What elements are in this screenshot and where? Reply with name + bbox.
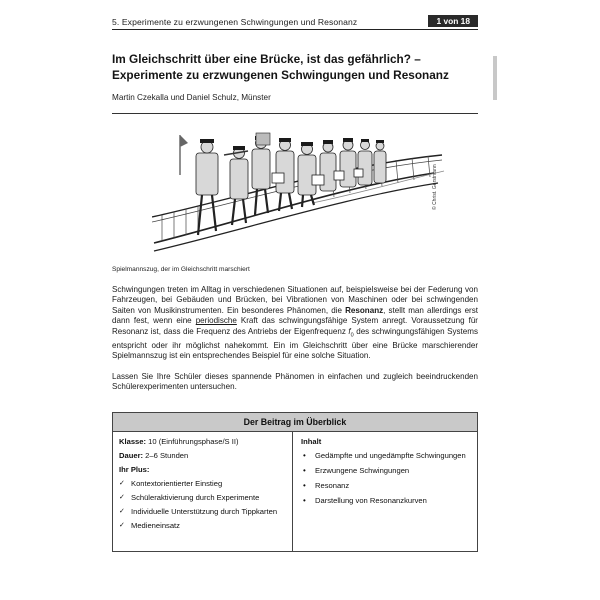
overview-body — [113, 432, 477, 552]
inhalt-item: • Resonanz — [303, 481, 350, 490]
overview-heading: Der Beitrag im Überblick — [113, 413, 477, 432]
plus-item: ✓ Medieneinsatz — [119, 521, 180, 530]
check-icon: ✓ — [119, 480, 125, 487]
intro-paragraph — [112, 285, 478, 361]
overview-left-column — [113, 432, 293, 552]
intro-text-4: des schwingungsfähigen Systems entspricht oder ihr möglichst nahekommt. Ein im Gleichschritt über eine Brücke marschierender Spielmannszug ist ein entsprechendes Beispiel für eine solche Situation. — [112, 326, 478, 361]
klasse-value: 10 (Einführungsphase/S II) — [146, 437, 239, 446]
intro-text-3: Kraft das schwingungsfähige System anregt. Voraussetzung für Resonanz ist, dass die Frequenz des Antriebs der Eigenfrequenz — [112, 316, 478, 336]
title-rule — [112, 113, 478, 114]
section-title: 5. Experimente zu erzwungenen Schwingungen und Resonanz — [112, 16, 358, 27]
intro-text-2: , stellt man allerdings erst dann fest, wenn eine — [112, 305, 478, 326]
plus-item: ✓ Schüleraktivierung durch Experimente — [119, 493, 260, 502]
intro-text-1: Schwingungen treten im Alltag in verschiedenen Situationen auf, beispielsweise bei der Federung von Fahrzeugen, bei Gebäuden und Brücken, bei Vibrationen von Maschinen oder bei schwingenden Saiten von Musikinstrumenten. Ein besonderes Phänomen, die — [112, 285, 478, 315]
keyword-periodische: periodische — [195, 316, 237, 326]
invitation-paragraph: Lassen Sie Ihre Schüler dieses spannende Phänomen in einfachen und zugleich beeindruckenden Schülerexperimenten untersuchen. — [112, 372, 478, 392]
running-header — [112, 14, 478, 30]
figure-caption: Spielmannszug, der im Gleichschritt marschiert — [112, 266, 250, 273]
dauer-row — [119, 451, 292, 461]
authors: Martin Czekalla und Daniel Schulz, Münster — [112, 93, 271, 102]
bullet-icon: • — [303, 451, 306, 460]
symbol-subscript: 0 — [350, 332, 354, 339]
illustration-credit: © Christ. Gerstmann — [432, 164, 438, 210]
dauer-value: 2–6 Stunden — [143, 451, 189, 460]
check-icon: ✓ — [119, 522, 125, 529]
margin-tab — [493, 56, 497, 100]
inhalt-item: • Darstellung von Resonanzkurven — [303, 496, 427, 505]
article-title — [112, 52, 482, 83]
marching-band-illustration — [152, 125, 446, 265]
dauer-label: Dauer: — [119, 451, 144, 460]
overview-box — [112, 412, 478, 552]
check-icon: ✓ — [119, 494, 125, 501]
plus-label: Ihr Plus: — [119, 465, 150, 474]
keyword-resonanz: Resonanz — [345, 305, 384, 315]
bullet-icon: • — [303, 466, 306, 475]
plus-item: ✓ Kontextorientierter Einstieg — [119, 479, 223, 488]
title-line-1: Im Gleichschritt über eine Brücke, ist das gefährlich? – — [112, 52, 421, 66]
symbol-f: f — [348, 326, 351, 336]
bullet-icon: • — [303, 481, 306, 490]
plus-item: ✓ Individuelle Unterstützung durch Tippkarten — [119, 507, 278, 516]
overview-right-column — [293, 432, 477, 552]
inhalt-item: • Erzwungene Schwingungen — [303, 466, 410, 475]
klasse-label: Klasse: — [119, 437, 147, 446]
page-number-badge: 1 von 18 — [428, 15, 478, 27]
inhalt-item: • Gedämpfte und ungedämpfte Schwingungen — [303, 451, 466, 460]
inhalt-label: Inhalt — [301, 437, 322, 446]
title-line-2: Experimente zu erzwungenen Schwingungen und Resonanz — [112, 67, 449, 82]
bullet-icon: • — [303, 496, 306, 505]
klasse-row — [119, 437, 292, 447]
check-icon: ✓ — [119, 508, 125, 515]
